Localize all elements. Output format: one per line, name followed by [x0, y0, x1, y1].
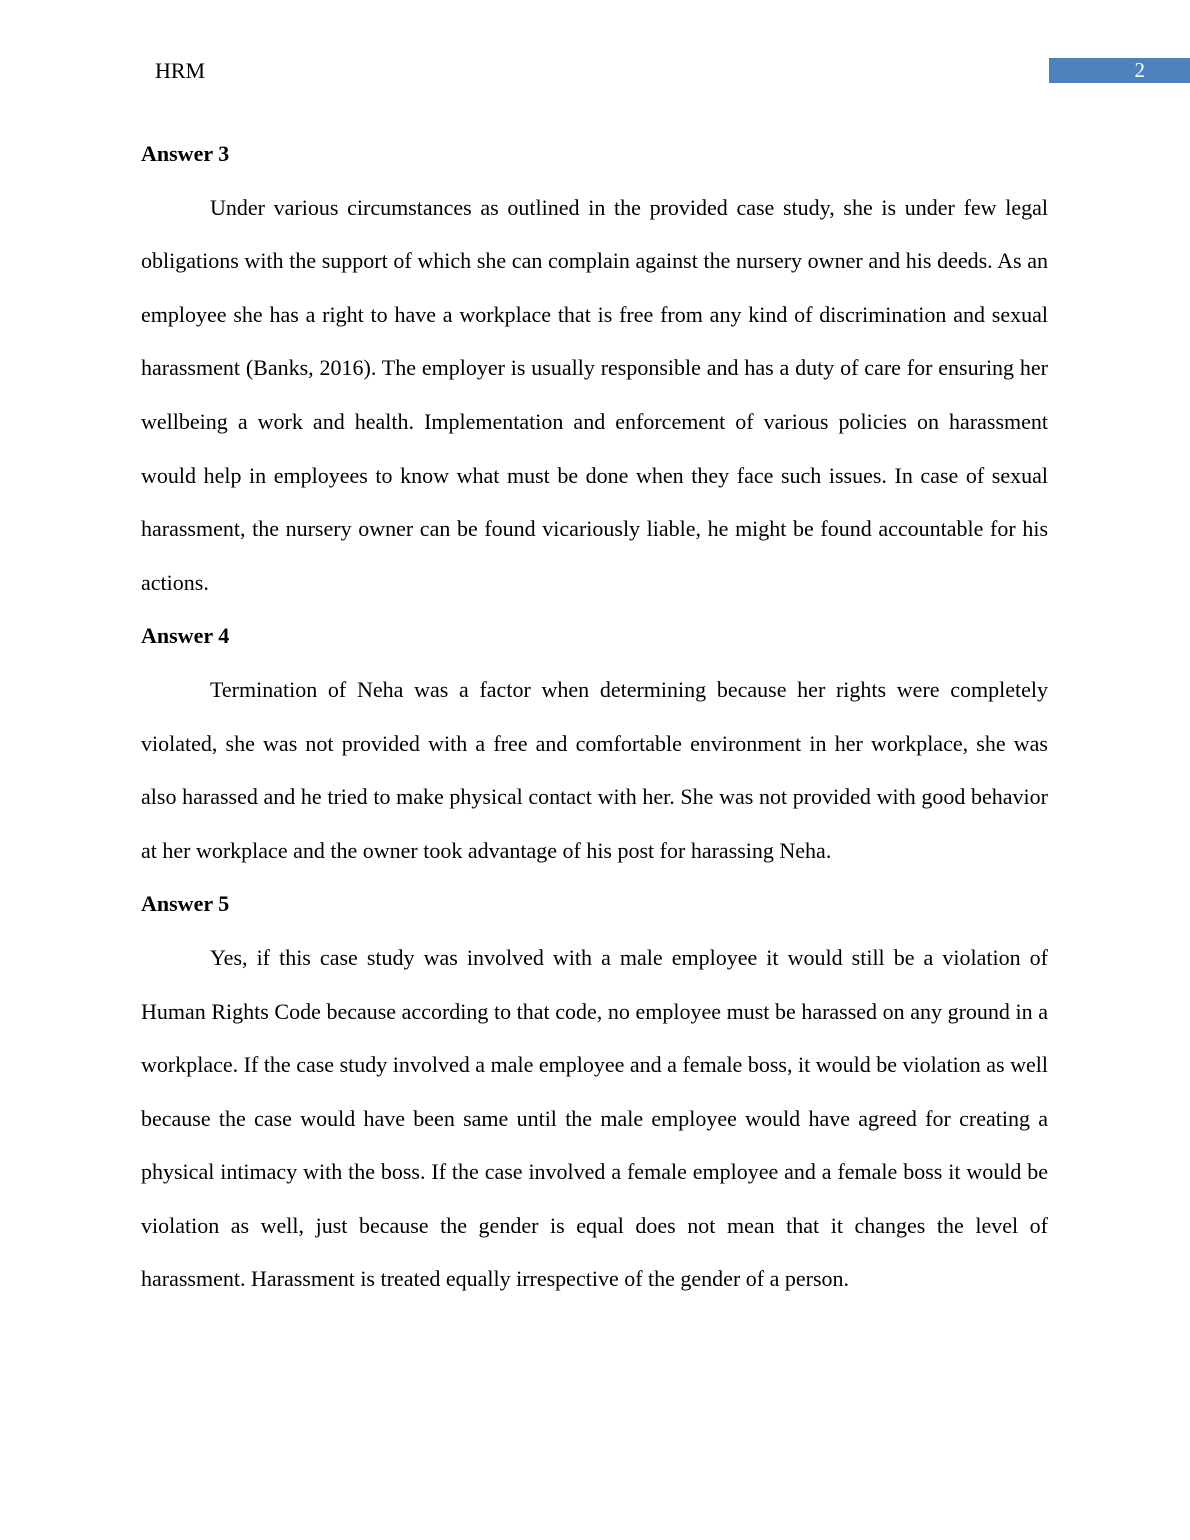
- section-heading-answer-5: Answer 5: [141, 891, 230, 917]
- section-paragraph-answer-4: Termination of Neha was a factor when determining because her rights were completely violated, she was not provided with a free and comfortable environment in her workplace, she was also harassed and he tried to make physical contact with her. She was not provided with good behavior at her workplace and the owner took advantage of his post for harassing Neha.: [141, 676, 1048, 863]
- section-paragraph-answer-5: Yes, if this case study was involved with a male employee it would still be a violation of Human Rights Code because according to that code, no employee must be harassed on any ground in a workplace. If the case study involved a male employee and a female boss, it would be violation as well because the case would have been same until the male employee would have agreed for creating a physical intimacy with the boss. If the case involved a female employee and a female boss it would be violation as well, just because the gender is equal does not mean that it changes the level of harassment. Harassment is treated equally irrespective of the gender of a person.: [141, 944, 1048, 1292]
- page-number-bar: [1049, 58, 1190, 83]
- page-number: 2: [1134, 58, 1145, 82]
- section-heading-answer-3: Answer 3: [141, 141, 230, 166]
- document-body: [141, 127, 1048, 1306]
- section-heading-answer-4: Answer 4: [141, 623, 230, 649]
- section-paragraph-answer-3: Under various circumstances as outlined in the provided case study, she is under few legal obligations with the support of which she can complain against the nursery owner and his deeds. As an employee she has a right to have a workplace that is free from any kind of discrimination and sexual harassment (Banks, 2016). The employer is usually responsible and has a duty of care for ensuring her wellbeing a work and health. Implementation and enforcement of various policies on harassment would help in employees to know what must be done when they face such issues. In case of sexual harassment, the nursery owner can be found vicariously liable, he might be found accountable for his actions.: [141, 194, 1048, 595]
- running-head: HRM: [155, 58, 206, 83]
